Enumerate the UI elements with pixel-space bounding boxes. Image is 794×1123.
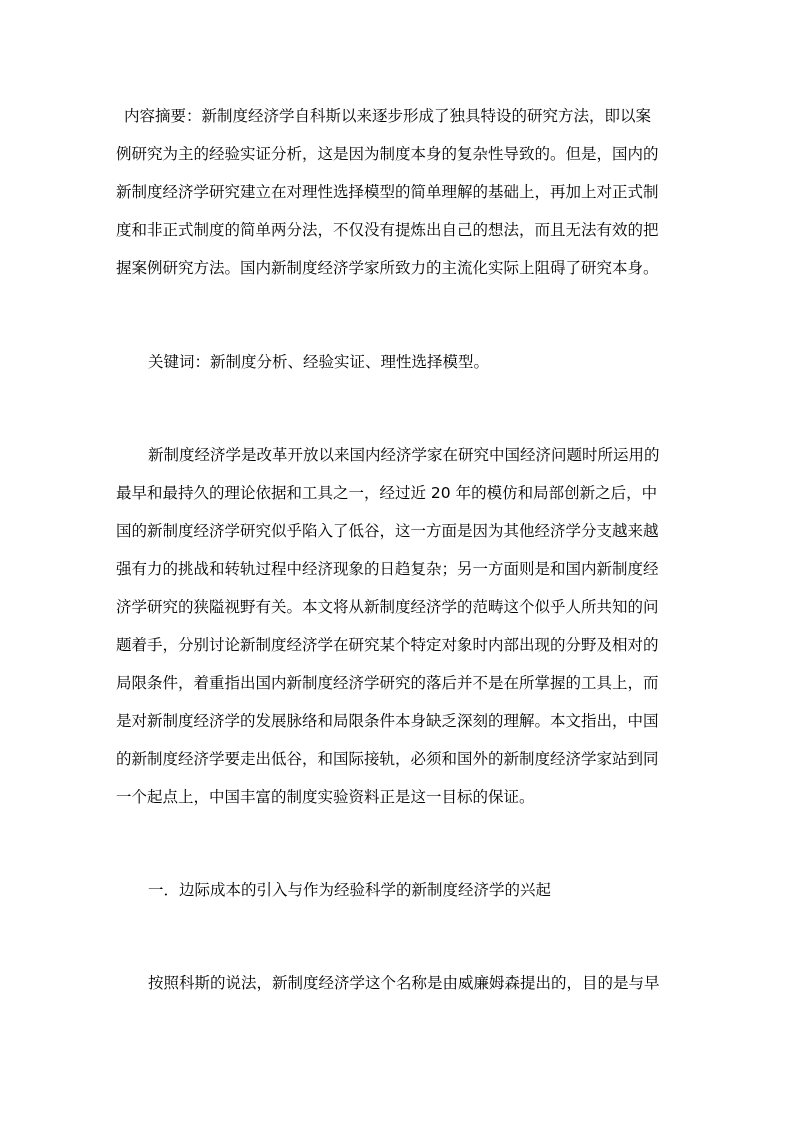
intro-line: 的新制度经济学要走出低谷，和国际接轨，必须和国外的新制度经济学家站到同 [116, 750, 659, 768]
intro-line: 强有力的挑战和转轨过程中经济现象的日趋复杂；另一方面则是和国内新制度经 [116, 560, 659, 578]
intro-line: 局限条件，着重指出国内新制度经济学研究的落后并不是在所掌握的工具上，而 [116, 674, 659, 692]
intro-line: 题着手，分别讨论新制度经济学在研究某个特定对象时内部出现的分野及相对的 [116, 636, 659, 654]
intro-line: 是对新制度经济学的发展脉络和局限条件本身缺乏深刻的理解。本文指出，中国 [116, 712, 659, 730]
abstract-line: 握案例研究方法。国内新制度经济学家所致力的主流化实际上阻碍了研究本身。 [116, 259, 659, 277]
intro-line: 最早和最持久的理论依据和工具之一，经过近 20 年的模仿和局部创新之后，中 [116, 484, 658, 502]
intro-line: 一个起点上，中国丰富的制度实验资料正是这一目标的保证。 [116, 788, 535, 806]
intro-line: 新制度经济学是改革开放以来国内经济学家在研究中国经济问题时所运用的 [148, 446, 660, 464]
abstract-line: 例研究为主的经验实证分析，这是因为制度本身的复杂性导致的。但是，国内的 [116, 145, 659, 163]
abstract-line: 度和非正式制度的简单两分法，不仅没有提炼出自己的想法，而且无法有效的把 [116, 221, 659, 239]
section-heading: 一．边际成本的引入与作为经验科学的新制度经济学的兴起 [148, 881, 552, 899]
keywords-line: 关键词：新制度分析、经验实证、理性选择模型。 [148, 353, 490, 371]
intro-line: 国的新制度经济学研究似乎陷入了低谷，这一方面是因为其他经济学分支越来越 [116, 522, 659, 540]
section-line: 按照科斯的说法，新制度经济学这个名称是由威廉姆森提出的，目的是与早 [148, 974, 660, 992]
intro-line: 济学研究的狭隘视野有关。本文将从新制度经济学的范畴这个似乎人所共知的问 [116, 598, 659, 616]
abstract-line: 内容摘要：新制度经济学自科斯以来逐步形成了独具特设的研究方法，即以案 [124, 107, 652, 125]
abstract-line: 新制度经济学研究建立在对理性选择模型的简单理解的基础上，再加上对正式制 [116, 183, 659, 201]
